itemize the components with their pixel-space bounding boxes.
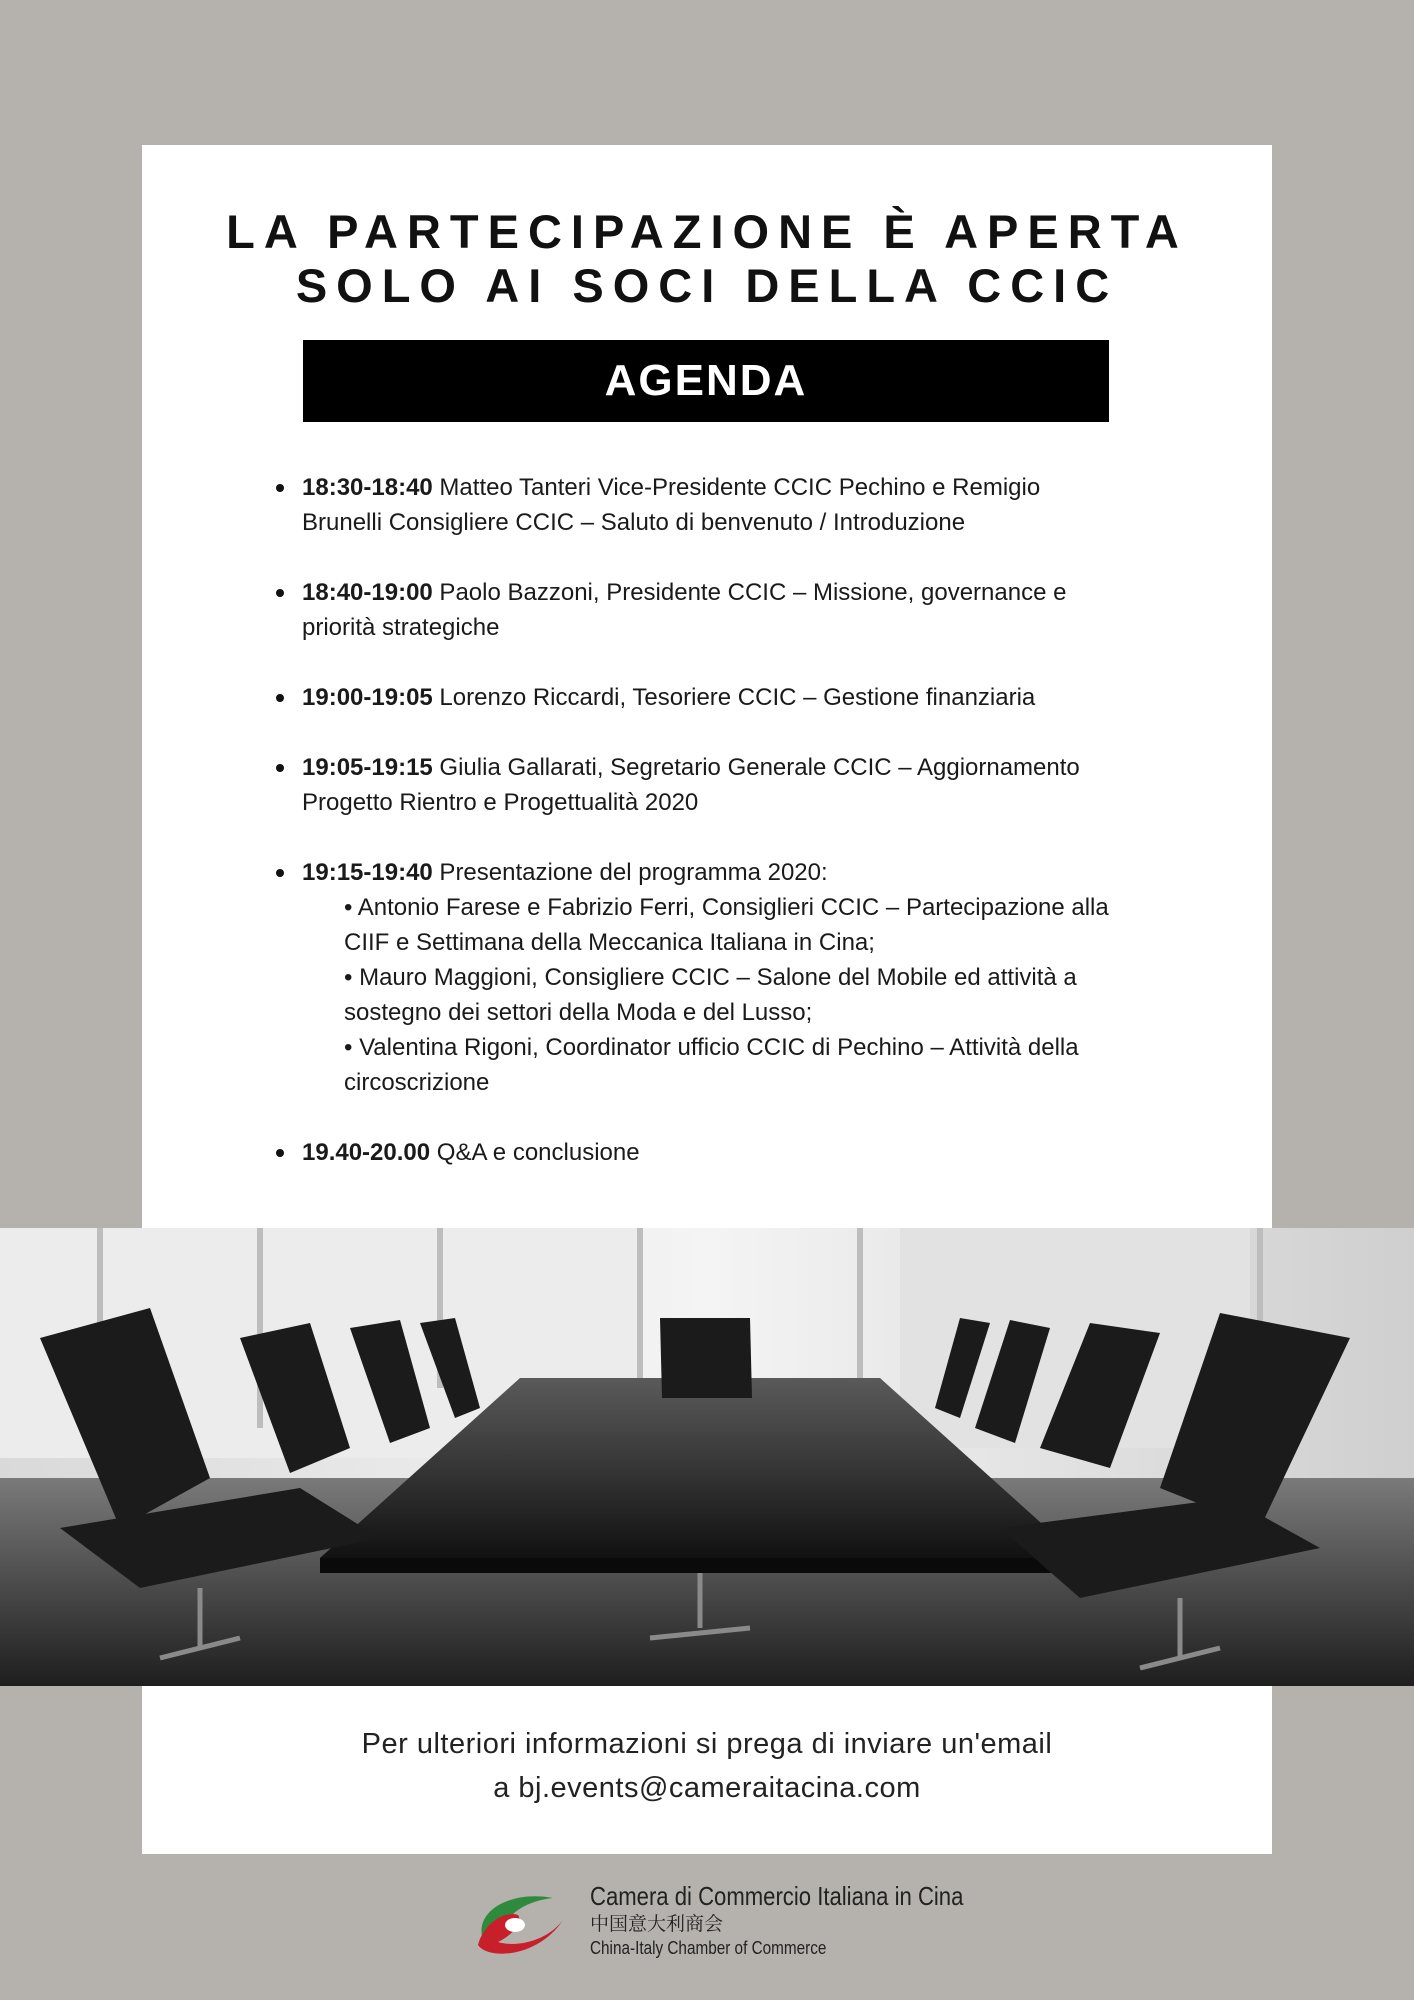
agenda-text: Matteo Tanteri Vice-Presidente CCIC Pechino e Remigio Brunelli Consigliere CCIC – Saluto di benvenuto / Introduzione <box>302 474 1041 536</box>
agenda-time: 19:15-19:40 <box>302 859 433 886</box>
footer-organization <box>590 1880 1029 1960</box>
contact-line-2[interactable]: a bj.events@cameraitacina.com <box>493 1772 921 1804</box>
agenda-item <box>274 1135 1124 1170</box>
agenda-time: 19:05-19:15 <box>302 754 433 781</box>
agenda-item <box>274 750 1124 820</box>
footer-name: Camera di Commercio Italiana in Cina <box>590 1881 964 1911</box>
bullet-icon <box>276 589 284 597</box>
bullet-icon <box>276 764 284 772</box>
agenda-text: Q&A e conclusione <box>430 1139 640 1166</box>
agenda-time: 18:30-18:40 <box>302 474 433 501</box>
agenda-list <box>274 470 1124 1205</box>
agenda-text: Paolo Bazzoni, Presidente CCIC – Missione, governance e priorità strategiche <box>302 579 1067 641</box>
contact-line-1: Per ulteriori informazioni si prega di inviare un'email <box>361 1728 1053 1760</box>
agenda-time: 19.40-20.00 <box>302 1139 431 1166</box>
agenda-item <box>274 855 1124 1100</box>
bullet-icon <box>276 869 284 877</box>
agenda-item <box>274 680 1124 715</box>
agenda-text: Lorenzo Riccardi, Tesoriere CCIC – Gestione finanziaria <box>432 684 1036 711</box>
agenda-time: 19:00-19:05 <box>302 684 433 711</box>
footer-name-en: China-Italy Chamber of Commerce <box>590 1938 827 1958</box>
footer-name-cn: 中国意大利商会 <box>590 1913 724 1935</box>
bullet-icon <box>276 694 284 702</box>
contact-info <box>142 1722 1272 1810</box>
bullet-icon <box>276 484 284 492</box>
agenda-sub-item: • Valentina Rigoni, Coordinator ufficio CCIC di Pechino – Attività della circoscrizione <box>344 1034 1079 1096</box>
agenda-sub-item: • Mauro Maggioni, Consigliere CCIC – Salone del Mobile ed attività a sostegno dei settori della Moda e del Lusso; <box>344 964 1077 1026</box>
ccic-logo-icon <box>463 1880 573 1960</box>
agenda-title: AGENDA <box>303 340 1109 422</box>
headline <box>142 205 1272 313</box>
agenda-text: Giulia Gallarati, Segretario Generale CCIC – Aggiornamento Progetto Rientro e Progettualità 2020 <box>302 754 1080 816</box>
agenda-item <box>274 470 1124 540</box>
headline-line-2: SOLO AI SOCI DELLA CCIC <box>295 259 1119 312</box>
boardroom-photo <box>0 1228 1414 1686</box>
agenda-item <box>274 575 1124 645</box>
agenda-text: Presentazione del programma 2020: <box>432 859 828 886</box>
headline-line-1: LA PARTECIPAZIONE È APERTA <box>226 205 1188 258</box>
agenda-sub-item: • Antonio Farese e Fabrizio Ferri, Consiglieri CCIC – Partecipazione alla CIIF e Settimana della Meccanica Italiana in Cina; <box>344 894 1109 956</box>
bullet-icon <box>276 1149 284 1157</box>
agenda-time: 18:40-19:00 <box>302 579 433 606</box>
